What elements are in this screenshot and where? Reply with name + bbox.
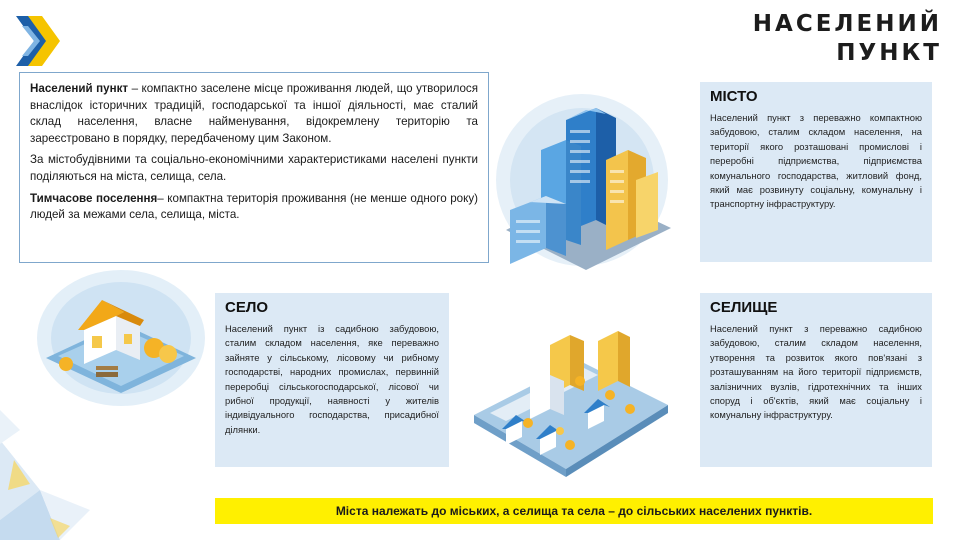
decorative-triangles [0, 400, 140, 540]
card-town-title: СЕЛИЩЕ [710, 299, 778, 316]
page-title-line2: ПУНКТ [836, 40, 942, 66]
city-illustration [486, 80, 686, 280]
definition-paragraph-1 [30, 81, 478, 147]
definition-paragraph-2: За містобудівними та соціально-економічними характеристиками населені пункти поділяються на міста, селища, села. [30, 153, 478, 183]
town-illustration [470, 305, 672, 485]
card-village [215, 293, 449, 467]
card-town [700, 293, 932, 467]
definition-box [19, 72, 489, 263]
card-village-title: СЕЛО [225, 299, 269, 316]
page-title-line1: НАСЕЛЕНИЙ [752, 11, 942, 37]
footer-note: Міста належать до міських, а селища та села – до сільських населених пунктів. [215, 498, 933, 524]
definition-paragraph-3 [30, 191, 478, 224]
card-town-text: Населений пункт з переважно садибною забудовою, сталим складом населення, утворення та розвиток якого пов'язані з розташуванням на його території підприємств, залізничних вузлів, гідротехнічних та інших споруд і об'єктів, який має соціальну і комунальну інфраструктуру. [710, 323, 922, 421]
page-title [753, 10, 942, 68]
card-city-title: МІСТО [710, 88, 758, 105]
chevron-logo-icon [12, 12, 68, 70]
definition-term-1: Населений пункт [30, 82, 129, 95]
definition-text-1: – компактно заселене місце проживання людей, що утворилося внаслідок історичних традицій, господарської та іншої діяльності, має сталий склад населення, власне найменування, відокремлену територію та зареєстровано в порядку, передбаченому цим Законом. [30, 82, 478, 145]
village-illustration [36, 268, 206, 408]
card-village-text: Населений пункт із садибною забудовою, сталим складом населення, яке переважно зайняте у сільському, лісовому чи рибному господарстві, народних промислах, первинній переробці сільськогосподарської, лісової чи рибної продукції, наявності у жителів індивідуального господарства, присадибної ділянки. [225, 323, 439, 435]
card-city-text: Населений пункт з переважно компактною забудовою, сталим складом населення, на території якого розташовані промислові і переробні підприємства, підприємства комунального господарства, житловий фонд, який має розвинуту соціальну, комунальну і транспортну інфраструктуру. [710, 112, 922, 210]
card-city [700, 82, 932, 262]
definition-text-3: – компактна територія проживання (не менше одного року) людей за межами села, селища, міста. [30, 191, 478, 222]
definition-term-3: Тимчасове поселення [30, 191, 158, 205]
